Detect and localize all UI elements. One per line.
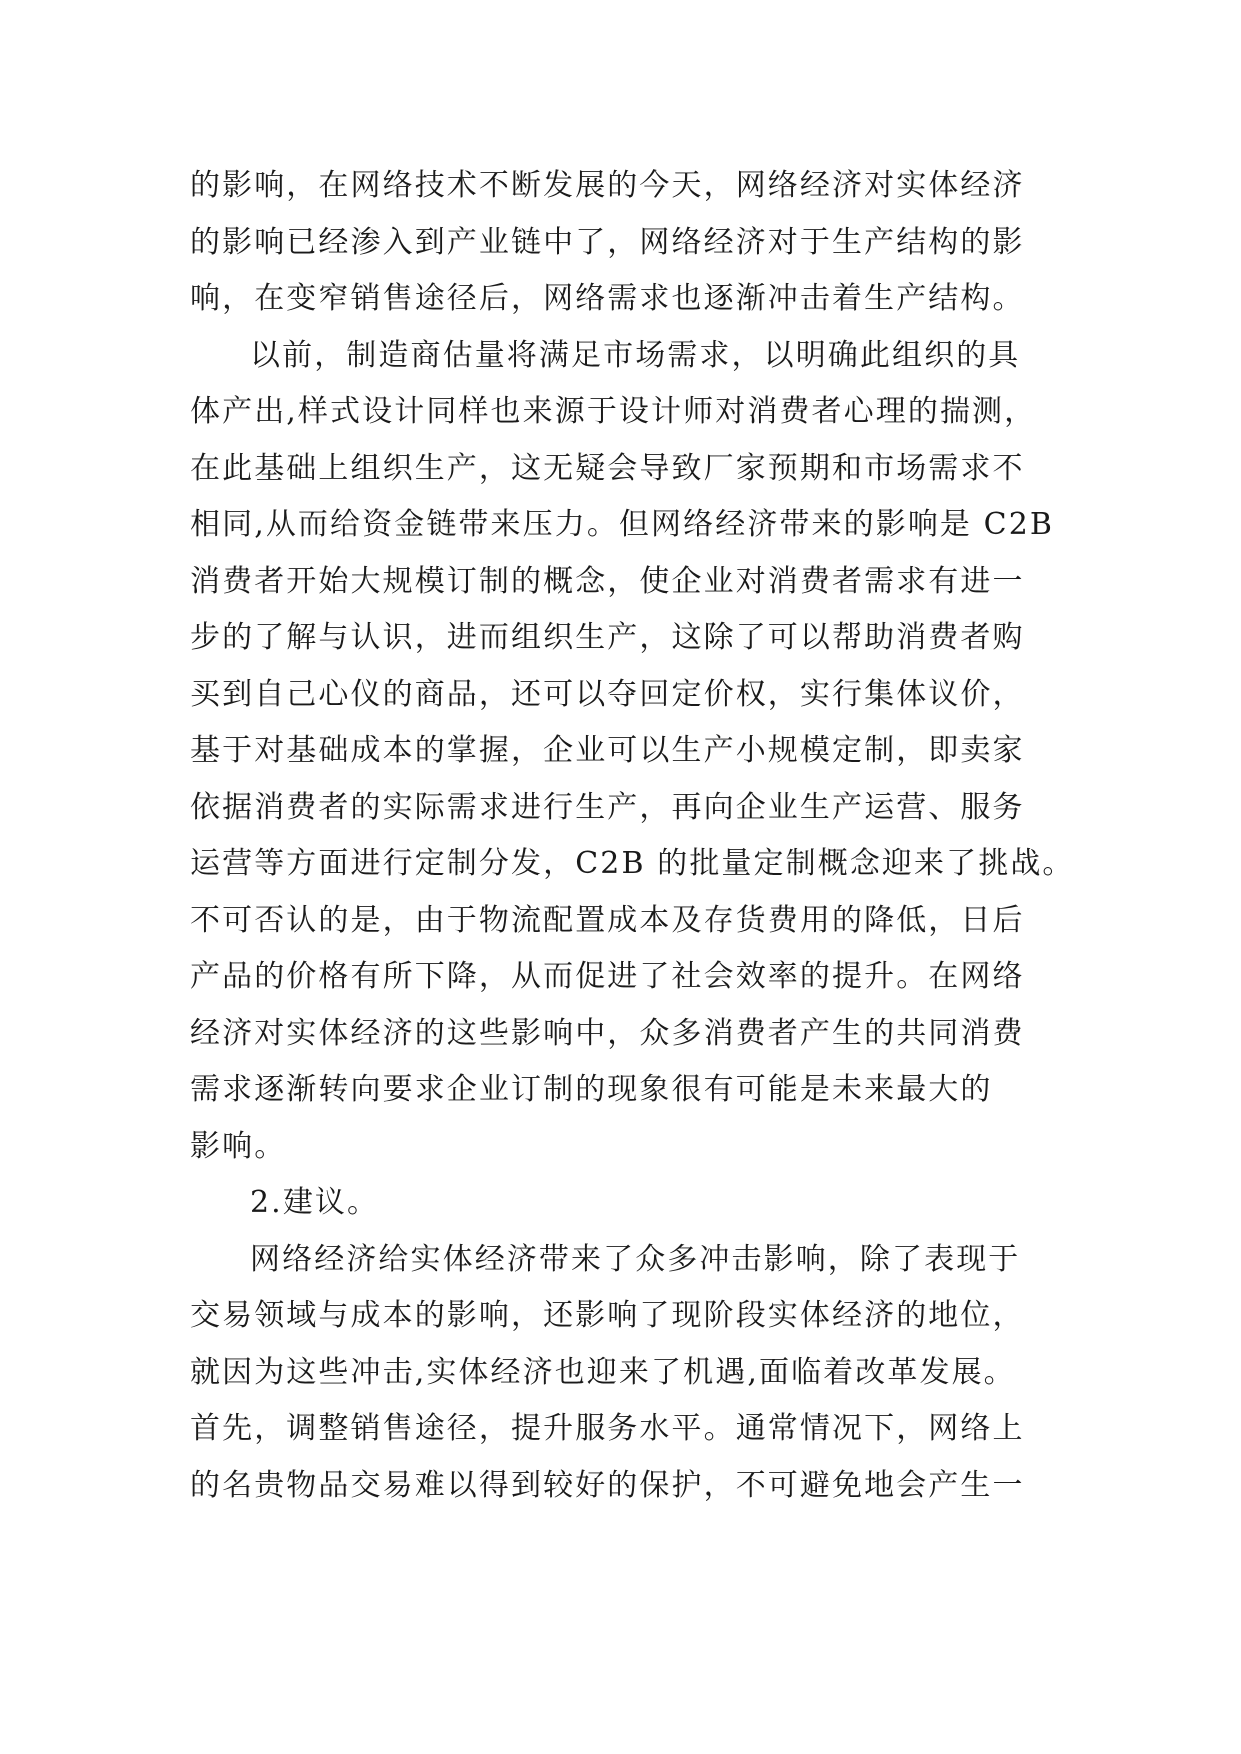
body-text [190, 158, 1075, 1514]
text-line: 以前，制造商估量将满足市场需求，以明确此组织的具 [250, 337, 1021, 373]
text-line: 不可否认的是，由于物流配置成本及存货费用的降低，日后 [190, 902, 1025, 938]
heading-text: 2.建议。 [250, 1185, 380, 1220]
text-line: 的名贵物品交易难以得到较好的保护，不可避免地会产生一 [190, 1467, 1025, 1503]
text-line: 体产出,样式设计同样也来源于设计师对消费者心理的揣测， [190, 394, 1037, 429]
text-line: 步的了解与认识，进而组织生产，这除了可以帮助消费者购 [190, 620, 1025, 655]
text-line: 依据消费者的实际需求进行生产，再向企业生产运营、服务 [190, 789, 1025, 825]
paragraph-1 [190, 158, 1070, 328]
text-line: 消费者开始大规模订制的概念，使企业对消费者需求有进一 [190, 563, 1025, 599]
paragraph-2 [190, 328, 1075, 1176]
text-line: 网络经济给实体经济带来了众多冲击影响，除了表现于 [250, 1241, 1021, 1277]
text-line: 的影响，在网络技术不断发展的今天，网络经济对实体经济 [190, 168, 1025, 203]
paragraph-3 [190, 1232, 1070, 1515]
text-line: 的影响已经渗入到产业链中了，网络经济对于生产结构的影 [190, 224, 1025, 260]
text-line: 响，在变窄销售途径后，网络需求也逐渐冲击着生产结构。 [190, 281, 1025, 316]
text-line: 产品的价格有所下降，从而促进了社会效率的提升。在网络 [190, 959, 1025, 994]
text-line: 在此基础上组织生产，这无疑会导致厂家预期和市场需求不 [190, 450, 1025, 486]
text-line: 首先，调整销售途径，提升服务水平。通常情况下，网络上 [190, 1411, 1025, 1446]
text-line: 基于对基础成本的掌握，企业可以生产小规模定制，即卖家 [190, 733, 1025, 768]
text-line: 就因为这些冲击,实体经济也迎来了机遇,面临着改革发展。 [190, 1354, 1016, 1390]
text-line: 影响。 [190, 1128, 287, 1164]
text-line: 买到自己心仪的商品，还可以夺回定价权，实行集体议价， [190, 676, 1025, 712]
text-line: 运营等方面进行定制分发，C2B 的批量定制概念迎来了挑战。 [190, 846, 1075, 881]
text-line: 相同,从而给资金链带来压力。但网络经济带来的影响是 C2B [190, 507, 1055, 542]
section-heading-suggestions [190, 1175, 1070, 1232]
text-line: 经济对实体经济的这些影响中，众多消费者产生的共同消费 [190, 1015, 1025, 1051]
text-line: 交易领域与成本的影响，还影响了现阶段实体经济的地位， [190, 1298, 1025, 1333]
text-line: 需求逐渐转向要求企业订制的现象很有可能是未来最大的 [190, 1072, 993, 1107]
